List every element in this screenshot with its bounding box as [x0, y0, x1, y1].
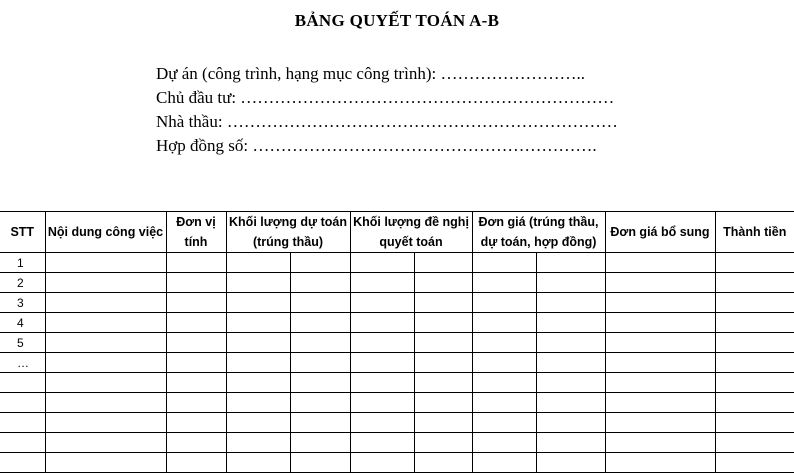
table-cell [715, 453, 794, 473]
table-cell [45, 293, 166, 313]
table-cell [45, 253, 166, 273]
table-cell [715, 253, 794, 273]
contract-number-line: Hợp đồng số: ……………………………………………………. [156, 136, 597, 155]
row-number-cell: 1 [0, 253, 45, 273]
row-number-cell [0, 393, 45, 413]
table-cell [166, 453, 226, 473]
table-cell [414, 353, 472, 373]
table-cell [350, 333, 414, 353]
table-cell [290, 353, 350, 373]
table-cell [290, 393, 350, 413]
table-cell [45, 313, 166, 333]
table-cell [536, 293, 605, 313]
table-cell [536, 413, 605, 433]
table-cell [605, 373, 715, 393]
table-row [0, 393, 794, 413]
table-row [0, 433, 794, 453]
table-cell [166, 353, 226, 373]
table-cell [226, 273, 290, 293]
table-cell [715, 373, 794, 393]
table-cell [605, 413, 715, 433]
table-cell [45, 273, 166, 293]
table-cell [290, 333, 350, 353]
table-cell [715, 353, 794, 373]
table-cell [472, 433, 536, 453]
table-cell [45, 433, 166, 453]
table-cell [226, 393, 290, 413]
table-cell [715, 413, 794, 433]
table-cell [166, 373, 226, 393]
table-cell [350, 273, 414, 293]
table-cell [226, 293, 290, 313]
table-cell [290, 453, 350, 473]
table-cell [414, 253, 472, 273]
table-cell [45, 413, 166, 433]
table-cell [350, 413, 414, 433]
table-cell [350, 373, 414, 393]
table-cell [605, 293, 715, 313]
table-cell [605, 453, 715, 473]
row-number-cell [0, 373, 45, 393]
table-cell [290, 273, 350, 293]
table-cell [414, 293, 472, 313]
table-cell [166, 393, 226, 413]
header-don-vi: Đơn vị tính [166, 212, 226, 253]
table-cell [226, 253, 290, 273]
header-stt: STT [0, 212, 45, 253]
table-cell [414, 453, 472, 473]
table-row [0, 353, 794, 373]
table-cell [166, 413, 226, 433]
table-cell [605, 433, 715, 453]
table-cell [605, 353, 715, 373]
table-cell [605, 253, 715, 273]
header-kl-du-toan: Khối lượng dự toán (trúng thầu) [226, 212, 350, 253]
table-row [0, 253, 794, 273]
table-row [0, 333, 794, 353]
table-cell [350, 313, 414, 333]
table-cell [715, 333, 794, 353]
header-noi-dung: Nội dung công việc [45, 212, 166, 253]
project-line: Dự án (công trình, hạng mục công trình): …………………….. [156, 64, 585, 83]
table-cell [472, 333, 536, 353]
project-info-block [156, 62, 618, 158]
table-row [0, 453, 794, 473]
row-number-cell [0, 413, 45, 433]
table-cell [350, 453, 414, 473]
table-cell [290, 293, 350, 313]
table-cell [166, 273, 226, 293]
table-cell [290, 413, 350, 433]
table-cell [414, 313, 472, 333]
table-cell [536, 453, 605, 473]
row-number-cell: 3 [0, 293, 45, 313]
table-cell [472, 313, 536, 333]
table-cell [290, 313, 350, 333]
table-cell [350, 353, 414, 373]
table-cell [472, 293, 536, 313]
table-cell [290, 433, 350, 453]
table-cell [350, 293, 414, 313]
table-cell [605, 273, 715, 293]
table-row [0, 413, 794, 433]
table-cell [472, 453, 536, 473]
header-don-gia-bo-sung: Đơn giá bổ sung [605, 212, 715, 253]
table-cell [472, 253, 536, 273]
table-cell [226, 453, 290, 473]
row-number-cell: 2 [0, 273, 45, 293]
contractor-line: Nhà thầu: …………………………………………………………… [156, 112, 618, 131]
table-cell [715, 293, 794, 313]
table-cell [472, 393, 536, 413]
table-cell [226, 413, 290, 433]
row-number-cell [0, 453, 45, 473]
table-cell [45, 353, 166, 373]
header-thanh-tien: Thành tiền [715, 212, 794, 253]
table-cell [350, 393, 414, 413]
table-cell [414, 433, 472, 453]
table-cell [226, 353, 290, 373]
document-title: BẢNG QUYẾT TOÁN A-B [294, 11, 500, 30]
table-cell [166, 313, 226, 333]
table-cell [536, 373, 605, 393]
table-cell [414, 393, 472, 413]
table-cell [414, 333, 472, 353]
table-cell [536, 333, 605, 353]
table-cell [536, 433, 605, 453]
header-don-gia: Đơn giá (trúng thầu, dự toán, hợp đồng) [472, 212, 605, 253]
table-cell [715, 393, 794, 413]
table-cell [350, 433, 414, 453]
table-cell [350, 253, 414, 273]
table-cell [45, 393, 166, 413]
table-cell [472, 373, 536, 393]
table-cell [715, 313, 794, 333]
table-cell [290, 253, 350, 273]
table-body [0, 253, 794, 473]
table-cell [536, 393, 605, 413]
table-cell [715, 273, 794, 293]
table-cell [605, 333, 715, 353]
row-number-cell: 4 [0, 313, 45, 333]
table-cell [536, 253, 605, 273]
header-kl-de-nghi: Khối lượng đề nghị quyết toán [350, 212, 472, 253]
table-cell [226, 333, 290, 353]
table-row [0, 273, 794, 293]
table-row [0, 373, 794, 393]
table-cell [605, 313, 715, 333]
table-cell [605, 393, 715, 413]
table-cell [536, 273, 605, 293]
investor-line: Chủ đầu tư: ………………………………………………………… [156, 88, 615, 107]
table-cell [414, 413, 472, 433]
row-number-cell: … [0, 353, 45, 373]
table-cell [45, 333, 166, 353]
table-cell [414, 373, 472, 393]
row-number-cell [0, 433, 45, 453]
table-cell [472, 353, 536, 373]
settlement-table [0, 211, 794, 473]
table-cell [715, 433, 794, 453]
table-cell [166, 293, 226, 313]
table-cell [166, 333, 226, 353]
table-cell [226, 313, 290, 333]
table-cell [166, 433, 226, 453]
table-header-row [0, 212, 794, 253]
table-cell [226, 373, 290, 393]
table-cell [472, 273, 536, 293]
table-row [0, 293, 794, 313]
table-cell [536, 313, 605, 333]
table-cell [472, 413, 536, 433]
table-row [0, 313, 794, 333]
row-number-cell: 5 [0, 333, 45, 353]
table-cell [290, 373, 350, 393]
table-cell [226, 433, 290, 453]
table-cell [166, 253, 226, 273]
table-cell [414, 273, 472, 293]
table-cell [536, 353, 605, 373]
table-cell [45, 453, 166, 473]
table-cell [45, 373, 166, 393]
